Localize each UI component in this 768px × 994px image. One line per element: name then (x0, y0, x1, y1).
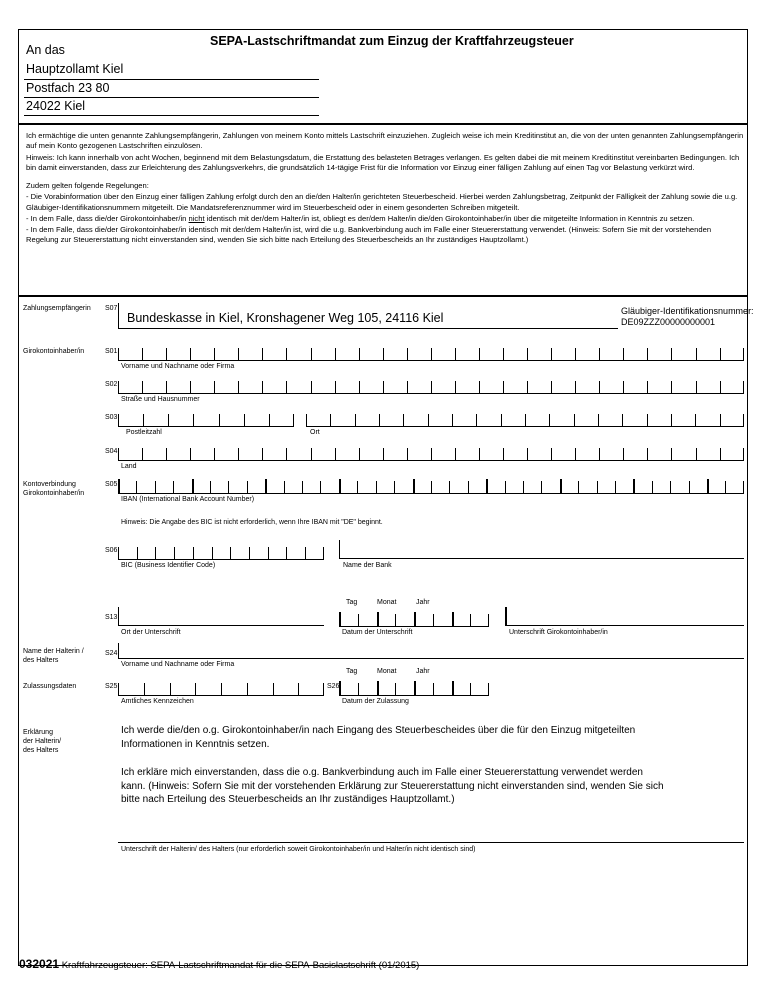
comb-cell (193, 414, 218, 426)
comb-cell (622, 414, 646, 426)
comb-cell (190, 381, 214, 393)
comb-cell (503, 448, 527, 460)
comb-cell (118, 381, 142, 393)
s06-bic-field[interactable] (118, 540, 324, 560)
holder-signature-line[interactable] (118, 842, 744, 843)
comb-cell (214, 348, 238, 360)
code-s01: S01 (105, 348, 118, 355)
code-s07: S07 (105, 305, 118, 312)
comb-cell (247, 481, 265, 493)
holder-label-1: Name der Halterin / (23, 648, 84, 655)
comb-cell (470, 614, 489, 626)
comb-cell (118, 479, 136, 493)
comb-cell (470, 683, 489, 695)
comb-cell (527, 448, 551, 460)
s26-caption: Datum der Zulassung (342, 698, 409, 705)
comb-cell (525, 414, 549, 426)
code-s25: S25 (105, 683, 118, 690)
comb-cell (262, 448, 286, 460)
comb-cell (286, 381, 310, 393)
comb-cell (214, 448, 238, 460)
comb-cell (633, 479, 651, 493)
comb-cell (269, 414, 294, 426)
comb-cell (501, 414, 525, 426)
s02-street-field[interactable] (118, 374, 744, 394)
comb-cell (395, 614, 414, 626)
comb-cell (394, 481, 412, 493)
comb-cell (170, 683, 196, 695)
comb-cell (212, 547, 231, 559)
comb-cell (431, 348, 455, 360)
s06-caption: BIC (Business Identifier Code) (121, 562, 216, 569)
comb-cell (142, 448, 166, 460)
comb-cell (265, 479, 283, 493)
comb-cell (407, 448, 431, 460)
holder-label-2: des Halters (23, 657, 59, 664)
comb-cell (335, 448, 359, 460)
comb-cell (720, 414, 744, 426)
signature-date-caption: Datum der Unterschrift (342, 629, 413, 636)
form-title: SEPA-Lastschriftmandat zum Einzug der Kraftfahrzeugsteuer (210, 34, 574, 48)
comb-cell (707, 479, 725, 493)
comb-cell (286, 547, 305, 559)
comb-cell (302, 481, 320, 493)
s04-country-field[interactable] (118, 441, 744, 461)
comb-cell (696, 348, 720, 360)
comb-cell (670, 481, 688, 493)
comb-cell (311, 448, 335, 460)
comb-cell (166, 348, 190, 360)
comb-cell (503, 348, 527, 360)
reg-date-tag: Tag (346, 668, 358, 675)
comb-cell (623, 348, 647, 360)
comb-cell (449, 481, 467, 493)
signature-date-field[interactable] (339, 607, 489, 627)
code-s05: S05 (105, 481, 118, 488)
comb-cell (695, 414, 719, 426)
declaration-text-1: Ich werde die/den o.g. Girokontoinhaber/in nach Eingang des Steuerbescheides über die für den Einzug mitgeteilten Informationen in Kenntnis setzen. (121, 725, 636, 750)
comb-cell (479, 448, 503, 460)
comb-cell (262, 381, 286, 393)
comb-cell (433, 614, 452, 626)
comb-cell (455, 448, 479, 460)
comb-cell (428, 414, 452, 426)
comb-cell (407, 348, 431, 360)
comb-cell (671, 381, 695, 393)
comb-cell (168, 414, 193, 426)
account-holder-signature-field[interactable] (505, 607, 744, 626)
comb-cell (468, 481, 486, 493)
bic-hint: Hinweis: Die Angabe des BIC ist nicht erforderlich, wenn Ihre IBAN mit "DE" beginnt. (121, 519, 383, 526)
s03-zip-caption: Postleitzahl (126, 429, 162, 436)
declaration-text-2: Ich erkläre mich einverstanden, dass die o.g. Bankverbindung auch im Falle einer Steuererstattung verwendet werden kann. (Hinweis: Sofern Sie mit der vorstehenden Erklärung zur Steuererstattung nicht einverstanden sind, wenden Sie sich bitte nach Erteilung des Steuerbescheids an Ihr zuständiges Hauptzollamt.) (121, 767, 664, 805)
comb-cell (431, 481, 449, 493)
sig-date-monat: Monat (377, 599, 397, 606)
rule-1: - Die Vorabinformation über den Einzug einer fälligen Zahlung erfolgt durch den an die/den Halter/in gerichteten Steuerbescheid. Hierbei werden Zahlungsbetrag, Zeitpunkt der Fälligkeit der Zahlung sowie die u.g. Gläubiger-Identifikationsnummern mitgeteilt. Die Mandatsreferenznummer wird im Steuerbescheid oder in einem gesonderten Schreiben mitgeteilt. (26, 192, 738, 212)
comb-cell (671, 414, 695, 426)
comb-cell (335, 381, 359, 393)
comb-cell (339, 681, 358, 695)
s05-caption: IBAN (International Bank Account Number) (121, 496, 255, 503)
intro-paragraph-2: Hinweis: Ich kann innerhalb von acht Wochen, beginnend mit dem Belastungsdatum, die Erstattung des belasteten Betrages verlangen. Es gelten dabei die mit meinem Kreditinstitut vereinbarten Bedingungen. Ich bin damit einverstanden, dass zur Erleichterung des Zahlungsverkehrs, die grundsätzlich 14-tägige Frist für die Information vor Einzug einer fälligen Zahlung auf einen Tag vor Belastung verkürzt wird. (26, 152, 740, 172)
comb-cell (359, 381, 383, 393)
comb-cell (671, 448, 695, 460)
comb-cell (523, 481, 541, 493)
comb-cell (195, 683, 221, 695)
s03-city-caption: Ort (310, 429, 320, 436)
comb-cell (118, 414, 143, 426)
account-holder-signature-caption: Unterschrift Girokontoinhaber/in (509, 629, 608, 636)
comb-cell (696, 448, 720, 460)
comb-cell (455, 381, 479, 393)
comb-cell (339, 612, 358, 626)
code-s06: S06 (105, 547, 118, 554)
comb-cell (136, 481, 154, 493)
sig-date-tag: Tag (346, 599, 358, 606)
comb-cell (551, 448, 575, 460)
rules-intro: Zudem gelten folgende Regelungen: (26, 181, 149, 190)
code-s13: S13 (105, 614, 118, 621)
comb-cell (142, 381, 166, 393)
comb-cell (306, 414, 330, 426)
sig-date-jahr: Jahr (416, 599, 430, 606)
comb-cell (479, 348, 503, 360)
comb-cell (228, 481, 246, 493)
place-field[interactable] (118, 607, 324, 626)
comb-cell (549, 414, 573, 426)
comb-cell (452, 414, 476, 426)
comb-cell (268, 547, 287, 559)
comb-cell (118, 547, 137, 559)
comb-cell (403, 414, 427, 426)
declaration-label-1: Erklärung (23, 729, 53, 736)
comb-cell (357, 481, 375, 493)
comb-cell (273, 683, 299, 695)
comb-cell (358, 614, 377, 626)
comb-cell (305, 547, 324, 559)
bank-label-1: Kontoverbindung (23, 481, 76, 488)
comb-cell (377, 681, 396, 695)
comb-cell (358, 683, 377, 695)
bank-label-2: Girokontoinhaber/in (23, 490, 85, 497)
place-caption: Ort der Unterschrift (121, 629, 181, 636)
comb-cell (541, 481, 559, 493)
comb-cell (166, 381, 190, 393)
comb-cell (479, 381, 503, 393)
comb-cell (359, 348, 383, 360)
comb-cell (720, 348, 744, 360)
form-footer (19, 957, 419, 971)
s01-caption: Vorname und Nachname oder Firma (121, 363, 235, 370)
comb-cell (431, 448, 455, 460)
comb-cell (249, 547, 268, 559)
comb-cell (190, 348, 214, 360)
comb-cell (689, 481, 707, 493)
comb-cell (383, 448, 407, 460)
comb-cell (173, 481, 191, 493)
comb-cell (238, 448, 262, 460)
comb-cell (118, 683, 144, 695)
bank-name-caption: Name der Bank (343, 562, 392, 569)
comb-cell (192, 479, 210, 493)
comb-cell (330, 414, 354, 426)
code-s24: S24 (105, 650, 118, 657)
comb-cell (230, 547, 249, 559)
comb-cell (720, 381, 744, 393)
creditor-label: Zahlungsempfängerin (23, 305, 91, 312)
comb-cell (696, 381, 720, 393)
comb-cell (623, 381, 647, 393)
comb-cell (452, 681, 471, 695)
comb-cell (284, 481, 302, 493)
comb-cell (142, 348, 166, 360)
comb-cell (647, 448, 671, 460)
comb-cell (339, 479, 357, 493)
comb-cell (527, 348, 551, 360)
account-holder-label: Girokontoinhaber/in (23, 348, 85, 355)
comb-cell (383, 381, 407, 393)
comb-cell (652, 481, 670, 493)
comb-cell (647, 348, 671, 360)
reg-date-jahr: Jahr (416, 668, 430, 675)
comb-cell (560, 479, 578, 493)
comb-cell (144, 683, 170, 695)
comb-cell (118, 448, 142, 460)
comb-cell (599, 381, 623, 393)
comb-cell (377, 612, 396, 626)
comb-cell (320, 481, 338, 493)
comb-cell (210, 481, 228, 493)
comb-cell (193, 547, 212, 559)
comb-cell (455, 348, 479, 360)
address-line-3: Postfach 23 80 (26, 81, 110, 95)
comb-cell (214, 381, 238, 393)
comb-cell (376, 481, 394, 493)
comb-cell (238, 348, 262, 360)
code-s03: S03 (105, 414, 118, 421)
s24-holder-name-field[interactable] (118, 643, 744, 659)
s05-iban-field[interactable] (118, 474, 744, 494)
comb-cell (238, 381, 262, 393)
s24-caption: Vorname und Nachname oder Firma (121, 661, 235, 668)
comb-cell (725, 481, 743, 493)
s04-caption: Land (121, 463, 137, 470)
form-number: 032021 (19, 957, 60, 971)
comb-cell (118, 348, 142, 360)
comb-cell (527, 381, 551, 393)
comb-cell (244, 414, 269, 426)
creditor-id-label: Gläubiger-Identifikationsnummer: (621, 306, 754, 316)
comb-cell (597, 481, 615, 493)
comb-cell (221, 683, 247, 695)
comb-cell (311, 348, 335, 360)
comb-cell (433, 683, 452, 695)
comb-cell (414, 681, 433, 695)
address-line-1: An das (26, 43, 65, 57)
comb-cell (311, 381, 335, 393)
comb-cell (155, 481, 173, 493)
comb-cell (383, 348, 407, 360)
comb-cell (413, 479, 431, 493)
comb-cell (551, 348, 575, 360)
code-s04: S04 (105, 448, 118, 455)
comb-cell (262, 348, 286, 360)
address-line-2: Hauptzollamt Kiel (26, 62, 124, 76)
comb-cell (671, 348, 695, 360)
declaration-label-3: des Halters (23, 747, 59, 754)
comb-cell (720, 448, 744, 460)
comb-cell (615, 481, 633, 493)
comb-cell (598, 414, 622, 426)
comb-cell (379, 414, 403, 426)
comb-cell (355, 414, 379, 426)
declaration-label-2: der Halterin/ (23, 738, 62, 745)
comb-cell (286, 348, 310, 360)
code-s26: S26 (327, 683, 340, 690)
intro-paragraph-1: Ich ermächtige die unten genannte Zahlungsempfängerin, Zahlungen von meinem Konto mittels Lastschrift einzuziehen. Zugleich weise ich mein Kreditinstitut an, die von der unten genannten Zahlungsempfängerin auf mein Konto gezogenen Lastschriften einzulösen. (26, 131, 744, 151)
comb-cell (431, 381, 455, 393)
comb-cell (407, 381, 431, 393)
rule-3: - In dem Falle, dass die/der Girokontoinhaber/in identisch mit der/dem Halter/in ist, wird die u.g. Bankverbindung auch im Falle einer Steuererstattung verwendet. (Hinweis: Sofern Sie mit der vorstehenden Regelung zur Steuererstattung nicht einverstanden sind, wenden Sie sich bitte nach Erteilung des Steuerbescheids an Ihr zuständiges Hauptzollamt.) (26, 225, 712, 245)
comb-cell (503, 381, 527, 393)
comb-cell (551, 381, 575, 393)
comb-cell (137, 547, 156, 559)
comb-cell (190, 448, 214, 460)
comb-cell (452, 612, 471, 626)
form-footer-title: Kraftfahrzeugsteuer: SEPA-Lastschriftmandat für die SEPA-Basislastschrift (01/2015) (61, 960, 420, 971)
bank-name-field[interactable] (339, 540, 744, 559)
comb-cell (575, 448, 599, 460)
creditor-id-value: DE09ZZZ00000000001 (621, 317, 716, 327)
comb-cell (143, 414, 168, 426)
comb-cell (395, 683, 414, 695)
s03-city-field[interactable] (306, 407, 744, 427)
comb-cell (647, 414, 671, 426)
comb-cell (219, 414, 244, 426)
address-line-4: 24022 Kiel (26, 99, 86, 113)
creditor-value: Bundeskasse in Kiel, Kronshagener Weg 105, 24116 Kiel (127, 311, 444, 325)
s25-caption: Amtliches Kennzeichen (121, 698, 194, 705)
comb-cell (359, 448, 383, 460)
comb-cell (599, 448, 623, 460)
code-s02: S02 (105, 381, 118, 388)
comb-cell (298, 683, 324, 695)
comb-cell (476, 414, 500, 426)
comb-cell (647, 381, 671, 393)
reg-date-monat: Monat (377, 668, 397, 675)
holder-signature-caption: Unterschrift der Halterin/ des Halters (nur erforderlich soweit Girokontoinhaber/in und Halter/in nicht identisch sind) (121, 846, 476, 853)
s02-caption: Straße und Hausnummer (121, 396, 200, 403)
rule-2: - In dem Falle, dass die/der Girokontoinhaber/in nicht identisch mit der/dem Halter/in ist, obliegt es der/dem Halter/in die/den Girokontoinhaber/in über die mitgeteilte Information in Kenntnis zu setzen. (26, 213, 695, 223)
comb-cell (247, 683, 273, 695)
s26-registration-date-field[interactable] (339, 676, 489, 696)
comb-cell (578, 481, 596, 493)
comb-cell (575, 381, 599, 393)
intro-text (26, 131, 744, 247)
comb-cell (155, 547, 174, 559)
s01-name-field[interactable] (118, 341, 744, 361)
comb-cell (414, 612, 433, 626)
comb-cell (166, 448, 190, 460)
registration-label: Zulassungsdaten (23, 683, 77, 690)
comb-cell (575, 348, 599, 360)
comb-cell (574, 414, 598, 426)
comb-cell (335, 348, 359, 360)
comb-cell (486, 479, 504, 493)
s03-zip-field[interactable] (118, 407, 294, 427)
comb-cell (286, 448, 310, 460)
comb-cell (623, 448, 647, 460)
s25-plate-field[interactable] (118, 676, 324, 696)
comb-cell (599, 348, 623, 360)
comb-cell (174, 547, 193, 559)
comb-cell (505, 481, 523, 493)
